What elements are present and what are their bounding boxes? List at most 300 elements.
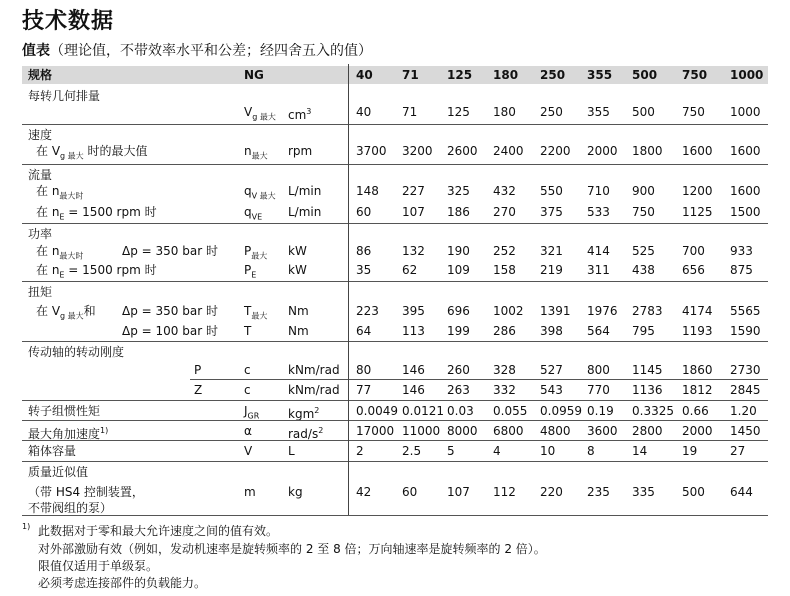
cell-value bbox=[730, 182, 761, 200]
cell-value-part: 190 bbox=[447, 244, 470, 258]
cell-value bbox=[587, 442, 595, 460]
row-unit bbox=[288, 322, 309, 340]
cell-value bbox=[493, 381, 516, 399]
cell-value-part: 3200 bbox=[402, 144, 433, 158]
cell-value bbox=[540, 302, 571, 320]
cell-value bbox=[402, 103, 417, 121]
row-variant-part: P bbox=[194, 363, 202, 377]
row-label-part: 转子组惯性矩 bbox=[28, 404, 101, 418]
row-unit-part: 2 bbox=[318, 426, 324, 435]
group-label-part: 质量近似值 bbox=[28, 465, 89, 479]
cell-value-part: 1145 bbox=[632, 363, 663, 377]
cell-value bbox=[540, 261, 563, 279]
cell-value-part: 656 bbox=[682, 263, 705, 277]
cell-value-part: 500 bbox=[682, 485, 705, 499]
cell-value-part: 1500 bbox=[730, 205, 761, 219]
cell-value bbox=[447, 182, 470, 200]
cell-value bbox=[682, 103, 705, 121]
cell-value bbox=[682, 142, 713, 160]
footnote-line bbox=[38, 540, 546, 557]
row-label-part: = 1500 rpm 时 bbox=[64, 263, 157, 277]
data-row bbox=[22, 203, 768, 221]
cell-value bbox=[493, 422, 524, 440]
cell-value-part: 199 bbox=[447, 324, 470, 338]
row-separator bbox=[22, 281, 768, 282]
cell-value bbox=[730, 322, 761, 340]
header-ng-part: NG bbox=[244, 68, 264, 82]
cell-value-part: 335 bbox=[632, 485, 655, 499]
cell-value-part: 2783 bbox=[632, 304, 663, 318]
row-symbol-part: q bbox=[244, 184, 252, 198]
cell-value-part: 186 bbox=[447, 205, 470, 219]
cell-value bbox=[682, 442, 697, 460]
row-unit-part: L/min bbox=[288, 184, 322, 198]
cell-value-part: 1600 bbox=[682, 144, 713, 158]
header-size bbox=[632, 66, 657, 84]
cell-value bbox=[447, 242, 470, 260]
cell-value bbox=[402, 442, 421, 460]
cell-value-part: 132 bbox=[402, 244, 425, 258]
data-row bbox=[22, 242, 768, 260]
cell-value bbox=[493, 103, 516, 121]
cell-value-part: 321 bbox=[540, 244, 563, 258]
row-unit bbox=[288, 203, 321, 221]
cell-value-part: 1125 bbox=[682, 205, 713, 219]
cell-value-part: 525 bbox=[632, 244, 655, 258]
header-size-part: 1000 bbox=[730, 68, 764, 82]
cell-value bbox=[356, 302, 379, 320]
row-unit bbox=[288, 182, 321, 200]
cell-value-part: 1800 bbox=[632, 144, 663, 158]
cell-value-part: 223 bbox=[356, 304, 379, 318]
header-size-part: 750 bbox=[682, 68, 708, 82]
cell-value-part: 180 bbox=[493, 105, 516, 119]
row-unit bbox=[288, 261, 307, 279]
group-label-part: 流量 bbox=[28, 168, 53, 182]
cell-value bbox=[447, 361, 470, 379]
cell-value-part: 644 bbox=[730, 485, 753, 499]
cell-value-part: 1136 bbox=[632, 383, 663, 397]
cell-value-part: 86 bbox=[356, 244, 372, 258]
cell-value bbox=[493, 302, 524, 320]
cell-value-part: 500 bbox=[632, 105, 655, 119]
cell-value-part: 696 bbox=[447, 304, 470, 318]
cell-value bbox=[447, 103, 470, 121]
cell-value bbox=[402, 261, 417, 279]
row-condition bbox=[122, 302, 218, 320]
row-label-part: g 最大 bbox=[60, 311, 84, 321]
cell-value-part: 700 bbox=[682, 244, 705, 258]
cell-value bbox=[682, 422, 713, 440]
row-label bbox=[36, 142, 147, 165]
group-label-part: 功率 bbox=[28, 227, 53, 241]
header-size-part: 125 bbox=[447, 68, 473, 82]
row-variant-part: Z bbox=[194, 383, 203, 397]
cell-value-part: 3600 bbox=[587, 424, 618, 438]
header-size-part: 40 bbox=[356, 68, 373, 82]
cell-value-part: 146 bbox=[402, 363, 425, 377]
cell-value bbox=[402, 203, 425, 221]
row-label-part: 在 n bbox=[36, 263, 60, 277]
row-label bbox=[28, 442, 76, 460]
cell-value-part: 5565 bbox=[730, 304, 761, 318]
cell-value-part: 260 bbox=[447, 363, 470, 377]
cell-value-part: 710 bbox=[587, 184, 610, 198]
cell-value-part: 5 bbox=[447, 444, 455, 458]
cell-value bbox=[493, 361, 516, 379]
cell-value-part: 795 bbox=[632, 324, 655, 338]
cell-value-part: 220 bbox=[540, 485, 563, 499]
row-unit-part: kW bbox=[288, 263, 307, 277]
header-size bbox=[356, 66, 373, 84]
row-unit-part: 2 bbox=[314, 406, 320, 415]
cell-value bbox=[493, 261, 516, 279]
cell-value bbox=[730, 442, 745, 460]
cell-value bbox=[447, 422, 478, 440]
data-row bbox=[22, 402, 768, 420]
cell-value bbox=[493, 142, 524, 160]
cell-value-part: 11000 bbox=[402, 424, 441, 438]
row-unit-part: 3 bbox=[306, 107, 312, 116]
row-unit-part: kg bbox=[288, 485, 303, 499]
cell-value-part: 42 bbox=[356, 485, 372, 499]
cell-value bbox=[402, 142, 433, 160]
cell-value-part: 107 bbox=[447, 485, 470, 499]
cell-value bbox=[402, 182, 425, 200]
row-symbol bbox=[244, 422, 252, 440]
row-label-part: 箱体容量 bbox=[28, 444, 77, 458]
cell-value bbox=[682, 402, 709, 420]
cell-value-part: 113 bbox=[402, 324, 425, 338]
cell-value-part: 375 bbox=[540, 205, 563, 219]
cell-value bbox=[540, 322, 563, 340]
row-symbol-part: GR bbox=[247, 411, 260, 421]
cell-value bbox=[402, 302, 425, 320]
row-symbol-part: 最大 bbox=[251, 151, 268, 161]
row-symbol bbox=[244, 361, 251, 379]
cell-value bbox=[356, 422, 394, 440]
cell-value bbox=[632, 203, 655, 221]
row-symbol-part: 最大 bbox=[251, 311, 268, 321]
cell-value bbox=[682, 322, 713, 340]
cell-value-part: 286 bbox=[493, 324, 516, 338]
row-variant bbox=[194, 381, 202, 399]
header-spec-part: 规格 bbox=[28, 68, 53, 82]
cell-value-part: 0.3325 bbox=[632, 404, 674, 418]
cell-value bbox=[356, 142, 387, 160]
group-row bbox=[22, 343, 768, 361]
row-separator bbox=[22, 461, 768, 462]
cell-value bbox=[587, 422, 618, 440]
cell-value-part: 0.66 bbox=[682, 404, 709, 418]
cell-value bbox=[730, 361, 761, 379]
row-label-part: 最大时 bbox=[59, 251, 84, 261]
cell-value bbox=[587, 361, 610, 379]
cell-value-part: 543 bbox=[540, 383, 563, 397]
cell-value-part: 2845 bbox=[730, 383, 761, 397]
cell-value bbox=[632, 103, 655, 121]
footnote-line bbox=[38, 557, 158, 574]
cell-value-part: 398 bbox=[540, 324, 563, 338]
cell-value-part: 8000 bbox=[447, 424, 478, 438]
row-unit-part: kW bbox=[288, 244, 307, 258]
cell-value bbox=[493, 442, 501, 460]
row-symbol-part: V 最大 bbox=[251, 191, 276, 201]
cell-value-part: 3700 bbox=[356, 144, 387, 158]
footnote-text: 限值仅适用于单级泵。 bbox=[38, 559, 159, 573]
header-size-part: 71 bbox=[402, 68, 419, 82]
cell-value bbox=[540, 381, 563, 399]
cell-value bbox=[632, 381, 663, 399]
footnote-text: 对外部激励有效（例如，发动机速率是旋转频率的 2 至 8 倍；万向轴速率是旋转频率的 2 倍）。 bbox=[38, 542, 546, 556]
cell-value bbox=[632, 361, 663, 379]
header-size-part: 250 bbox=[540, 68, 566, 82]
cell-value-part: 1002 bbox=[493, 304, 524, 318]
group-row bbox=[22, 225, 768, 243]
header-size-part: 355 bbox=[587, 68, 613, 82]
cell-value-part: 2000 bbox=[587, 144, 618, 158]
cell-value bbox=[540, 361, 563, 379]
header-size bbox=[447, 66, 472, 84]
footnote-line bbox=[38, 574, 206, 591]
group-label-part: 传动轴的转动刚度 bbox=[28, 345, 125, 359]
cell-value bbox=[632, 422, 663, 440]
row-symbol bbox=[244, 142, 268, 165]
cell-value bbox=[730, 242, 753, 260]
group-label bbox=[28, 463, 88, 481]
row-unit bbox=[288, 142, 312, 160]
data-row bbox=[22, 361, 768, 379]
cell-value bbox=[447, 302, 470, 320]
cell-value-part: 395 bbox=[402, 304, 425, 318]
cell-value-part: 60 bbox=[356, 205, 372, 219]
group-row bbox=[22, 463, 768, 481]
cell-value-part: 1590 bbox=[730, 324, 761, 338]
header-size bbox=[540, 66, 565, 84]
cell-value-part: 146 bbox=[402, 383, 425, 397]
row-unit bbox=[288, 242, 307, 260]
footnote-text: 必须考虑连接部件的负载能力。 bbox=[38, 576, 207, 590]
row-label-part: （带 HS4 控制装置， bbox=[28, 485, 144, 499]
row-symbol bbox=[244, 442, 252, 460]
cell-value bbox=[540, 422, 571, 440]
row-unit bbox=[288, 381, 340, 399]
row-unit bbox=[288, 442, 295, 460]
cell-value bbox=[730, 402, 757, 420]
row-label-part: E bbox=[59, 212, 65, 222]
row-unit-part: L/min bbox=[288, 205, 322, 219]
row-condition-part: Δp = 350 bar 时 bbox=[122, 304, 218, 318]
row-unit bbox=[288, 103, 311, 124]
row-label-part: g 最大 bbox=[60, 151, 84, 161]
cell-value-part: 27 bbox=[730, 444, 746, 458]
row-label-part: = 1500 rpm 时 bbox=[64, 205, 157, 219]
row-condition bbox=[122, 242, 218, 260]
group-label bbox=[28, 343, 124, 361]
cell-value bbox=[493, 242, 516, 260]
row-symbol-part: J bbox=[244, 404, 248, 418]
table-caption bbox=[22, 40, 372, 60]
cell-value bbox=[356, 261, 371, 279]
cell-value-part: 0.0959 bbox=[540, 404, 582, 418]
cell-value bbox=[447, 381, 470, 399]
cell-value-part: 0.19 bbox=[587, 404, 614, 418]
header-size bbox=[682, 66, 707, 84]
row-unit-part: kNm/rad bbox=[288, 363, 340, 377]
cell-value bbox=[356, 203, 371, 221]
cell-value bbox=[540, 103, 563, 121]
cell-value bbox=[540, 182, 563, 200]
cell-value bbox=[730, 142, 761, 160]
cell-value-part: 328 bbox=[493, 363, 516, 377]
row-separator bbox=[190, 379, 768, 380]
cell-value-part: 325 bbox=[447, 184, 470, 198]
cell-value bbox=[356, 361, 371, 379]
row-symbol bbox=[244, 322, 251, 340]
cell-value-part: 77 bbox=[356, 383, 372, 397]
row-symbol-part: P bbox=[244, 244, 252, 258]
cell-value-part: 6800 bbox=[493, 424, 524, 438]
cell-value bbox=[632, 322, 655, 340]
cell-value-part: 750 bbox=[682, 105, 705, 119]
column-divider bbox=[348, 64, 349, 515]
row-label-part: 在 n bbox=[36, 205, 60, 219]
row-symbol-part: V bbox=[244, 105, 253, 119]
cell-value bbox=[682, 242, 705, 260]
cell-value bbox=[632, 442, 647, 460]
cell-value-part: 4174 bbox=[682, 304, 713, 318]
cell-value bbox=[632, 142, 663, 160]
row-condition-part: Δp = 100 bar 时 bbox=[122, 324, 218, 338]
cell-value-part: 8 bbox=[587, 444, 595, 458]
cell-value-part: 158 bbox=[493, 263, 516, 277]
cell-value-part: 0.055 bbox=[493, 404, 528, 418]
cell-value-part: 2600 bbox=[447, 144, 478, 158]
data-row bbox=[22, 442, 768, 460]
cell-value-part: 564 bbox=[587, 324, 610, 338]
cell-value-part: 60 bbox=[402, 485, 418, 499]
header-size-part: 500 bbox=[632, 68, 658, 82]
footnote-line bbox=[22, 522, 279, 539]
cell-value bbox=[540, 242, 563, 260]
row-label-part: 1) bbox=[100, 426, 109, 435]
cell-value-part: 2200 bbox=[540, 144, 571, 158]
header-size bbox=[587, 66, 612, 84]
group-label-part: 速度 bbox=[28, 128, 53, 142]
cell-value bbox=[730, 302, 761, 320]
cell-value-part: 933 bbox=[730, 244, 753, 258]
cell-value bbox=[402, 381, 425, 399]
cell-value-part: 0.03 bbox=[447, 404, 474, 418]
cell-value bbox=[632, 302, 663, 320]
header-ng bbox=[244, 66, 264, 84]
data-row bbox=[22, 103, 768, 121]
cell-value-part: 800 bbox=[587, 363, 610, 377]
row-label-part: 在 V bbox=[36, 144, 61, 158]
cell-value-part: 125 bbox=[447, 105, 470, 119]
cell-value-part: 35 bbox=[356, 263, 372, 277]
cell-value-part: 414 bbox=[587, 244, 610, 258]
row-label bbox=[36, 182, 83, 205]
row-label-part: 最大角加速度 bbox=[28, 427, 101, 441]
cell-value-part: 332 bbox=[493, 383, 516, 397]
row-symbol-part: g 最大 bbox=[252, 112, 276, 122]
cell-value bbox=[493, 322, 516, 340]
cell-value bbox=[447, 203, 470, 221]
row-separator bbox=[22, 420, 768, 421]
cell-value-part: 148 bbox=[356, 184, 379, 198]
row-symbol-part: T bbox=[244, 324, 252, 338]
cell-value-part: 2 bbox=[356, 444, 364, 458]
group-label-part: 每转几何排量 bbox=[28, 89, 101, 103]
cell-value bbox=[587, 203, 610, 221]
cell-value bbox=[540, 442, 555, 460]
cell-value bbox=[356, 442, 364, 460]
cell-value-part: 438 bbox=[632, 263, 655, 277]
cell-value-part: 2400 bbox=[493, 144, 524, 158]
row-symbol-part: VE bbox=[251, 212, 263, 222]
cell-value-part: 432 bbox=[493, 184, 516, 198]
cell-value-part: 2730 bbox=[730, 363, 761, 377]
row-unit bbox=[288, 302, 309, 320]
group-label bbox=[28, 283, 52, 301]
cell-value-part: 80 bbox=[356, 363, 372, 377]
cell-value-part: 4 bbox=[493, 444, 501, 458]
row-symbol bbox=[244, 381, 251, 399]
cell-value bbox=[730, 422, 761, 440]
cell-value-part: 2800 bbox=[632, 424, 663, 438]
row-symbol bbox=[244, 103, 276, 126]
cell-value bbox=[730, 203, 761, 221]
footnote-mark: 1) bbox=[22, 522, 31, 531]
cell-value-part: 270 bbox=[493, 205, 516, 219]
cell-value bbox=[587, 381, 610, 399]
cell-value-part: 0.0049 bbox=[356, 404, 398, 418]
row-label-part: 在 n bbox=[36, 184, 60, 198]
row-label-part: E bbox=[59, 270, 65, 280]
row-unit bbox=[288, 361, 340, 379]
cell-value-part: 62 bbox=[402, 263, 418, 277]
row-unit-part: kNm/rad bbox=[288, 383, 340, 397]
cell-value-part: 250 bbox=[540, 105, 563, 119]
cell-value-part: 900 bbox=[632, 184, 655, 198]
cell-value bbox=[730, 381, 761, 399]
cell-value-part: 252 bbox=[493, 244, 516, 258]
row-separator bbox=[22, 124, 768, 125]
caption-rest: （理论值，不带效率水平和公差；经四舍五入的值） bbox=[50, 43, 372, 59]
row-label-part: 时的最大值 bbox=[83, 144, 148, 158]
row-unit-part: cm bbox=[288, 108, 307, 122]
cell-value bbox=[447, 261, 470, 279]
row-symbol-part: P bbox=[244, 263, 252, 277]
cell-value bbox=[587, 261, 610, 279]
cell-value bbox=[356, 381, 371, 399]
cell-value-part: 875 bbox=[730, 263, 753, 277]
cell-value-part: 14 bbox=[632, 444, 648, 458]
data-row bbox=[22, 381, 768, 399]
cell-value bbox=[493, 203, 516, 221]
group-label-part: 不带阀组的泵） bbox=[28, 501, 113, 515]
cell-value bbox=[402, 361, 425, 379]
cell-value-part: 107 bbox=[402, 205, 425, 219]
cell-value-part: 112 bbox=[493, 485, 516, 499]
cell-value bbox=[402, 422, 440, 440]
cell-value-part: 1600 bbox=[730, 144, 761, 158]
cell-value bbox=[682, 261, 705, 279]
row-symbol-part: T bbox=[244, 304, 252, 318]
cell-value-part: 1391 bbox=[540, 304, 571, 318]
row-unit-part: L bbox=[288, 444, 295, 458]
